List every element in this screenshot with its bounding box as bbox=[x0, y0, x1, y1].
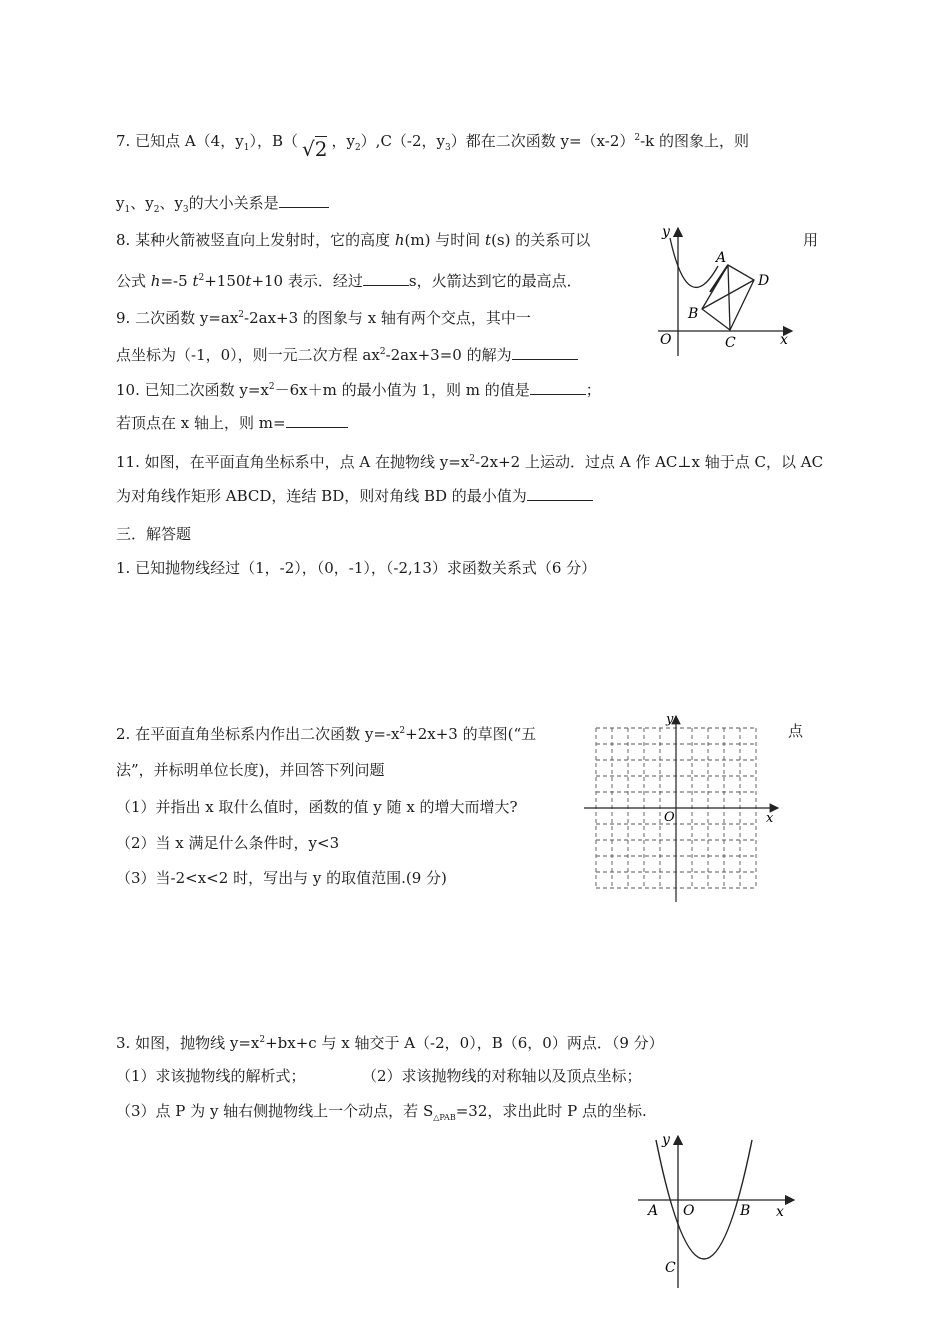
p2-line1 bbox=[116, 721, 536, 744]
q7-text-e: ）都在二次函数 y=（x-2） bbox=[450, 132, 635, 150]
p3-s3b: =32，求出此时 P 点的坐标. bbox=[455, 1102, 647, 1120]
q7-line2 bbox=[116, 193, 329, 220]
answer-blank[interactable] bbox=[527, 486, 593, 501]
q7-sep2: 、y bbox=[159, 194, 183, 212]
p3-sub1: （1）求该抛物线的解析式； bbox=[116, 1067, 306, 1085]
answer-blank[interactable] bbox=[279, 193, 329, 208]
label-c: C bbox=[725, 335, 736, 351]
section-title: 三．解答题 bbox=[116, 525, 192, 543]
label-y: y bbox=[666, 712, 674, 727]
p3-line1 bbox=[116, 1030, 664, 1053]
p2-dian: 点 bbox=[788, 722, 804, 740]
q7-text-f: -k 的图象上，则 bbox=[640, 132, 750, 150]
q8-l2d: +10 表示．经过 bbox=[251, 272, 363, 290]
label-x: x bbox=[780, 332, 788, 348]
p2-l1a: 2. 在平面直角坐标系内作出二次函数 y=-x bbox=[116, 725, 400, 743]
q11-line2 bbox=[116, 486, 593, 506]
label-o: O bbox=[664, 810, 675, 825]
q7-sup-e: 2 bbox=[634, 133, 641, 143]
q8-h2: h bbox=[150, 272, 161, 290]
q8-line2 bbox=[116, 268, 582, 291]
q9-line1 bbox=[116, 305, 531, 328]
q10-line1 bbox=[116, 377, 601, 400]
q11-sup: 2 bbox=[469, 454, 475, 464]
q11-l1b: -2x+2 上运动．过点 A 作 AC⊥x 轴于点 C，以 AC bbox=[475, 453, 824, 471]
p3-sup: 2 bbox=[259, 1035, 266, 1045]
q10-line2 bbox=[116, 413, 348, 433]
label-x: x bbox=[776, 1204, 784, 1220]
q8-t: t bbox=[485, 231, 492, 249]
p2-l1b: +2x+3 的草图(“五 bbox=[405, 725, 537, 743]
answer-blank[interactable] bbox=[512, 345, 578, 360]
q8-l2a: 公式 bbox=[116, 272, 147, 290]
figure-parabola-rectangle bbox=[650, 222, 800, 362]
p3-s3sub: △PAB bbox=[433, 1113, 456, 1122]
label-o: O bbox=[660, 332, 672, 348]
figure-grid-plane bbox=[582, 712, 782, 908]
q8-s: (s) 的关系可以 bbox=[491, 231, 591, 249]
p3-sub3 bbox=[116, 1101, 647, 1128]
parabola-curve bbox=[670, 238, 718, 287]
q9-line2 bbox=[116, 342, 578, 365]
q11-line1 bbox=[116, 449, 823, 472]
q8-line1 bbox=[116, 230, 590, 250]
answer-blank[interactable] bbox=[286, 413, 348, 428]
q8-l2c: +150 bbox=[204, 272, 246, 290]
q8-t3: t bbox=[245, 272, 252, 290]
q8-sup: 2 bbox=[198, 273, 205, 283]
q7-sub-d: 3 bbox=[445, 143, 451, 153]
sqrt-number: 2 bbox=[314, 137, 328, 161]
p2-sup: 2 bbox=[399, 726, 406, 736]
q9-l2a: 点坐标为（-1，0），则一元二次方程 ax bbox=[116, 346, 380, 364]
p2-sub2: （2）当 x 满足什么条件时，y<3 bbox=[116, 834, 340, 852]
q8-text: 8. 某种火箭被竖直向上发射时，它的高度 bbox=[116, 231, 391, 249]
curve-to-a bbox=[710, 265, 728, 292]
p3-sub2: （2）求该抛物线的对称轴以及顶点坐标； bbox=[362, 1067, 642, 1085]
q9-sup: 2 bbox=[238, 310, 245, 320]
p2-sub3: （3）当-2<x<2 时，写出与 y 的取值范围.(9 分) bbox=[116, 869, 447, 887]
label-d: D bbox=[758, 273, 770, 289]
q7-text-c: ，y bbox=[331, 132, 355, 150]
q7-sub3: 3 bbox=[182, 205, 189, 215]
q7-sub2: 2 bbox=[153, 205, 160, 215]
diagonal-ac bbox=[728, 265, 730, 330]
q7-text-a: 7. 已知点 A（4，y bbox=[116, 132, 244, 150]
p2-sub1: （1）并指出 x 取什么值时，函数的值 y 随 x 的增大而增大? bbox=[116, 798, 518, 816]
sqrt-radical: √2 bbox=[301, 137, 328, 161]
p3-s3a: （3）点 P 为 y 轴右侧抛物线上一个动点，若 S bbox=[116, 1102, 434, 1120]
q10-l2: 若顶点在 x 轴上，则 m= bbox=[116, 414, 286, 432]
q11-l2: 为对角线作矩形 ABCD，连结 BD，则对角线 BD 的最小值为 bbox=[116, 487, 527, 505]
label-b: B bbox=[740, 1203, 751, 1219]
answer-blank[interactable] bbox=[530, 380, 586, 395]
q8-t2: t bbox=[192, 272, 199, 290]
q7-sub1: 1 bbox=[124, 205, 131, 215]
p2-line2: 法”，并标明单位长度)，并回答下列问题 bbox=[116, 761, 385, 779]
q8-l2b: =-5 bbox=[160, 272, 188, 290]
label-y: y bbox=[662, 1132, 670, 1148]
q8-l2e: s，火箭达到它的最高点． bbox=[408, 272, 582, 290]
q7-sub-c: 2 bbox=[354, 143, 361, 153]
q7-line1 bbox=[116, 128, 750, 161]
label-c: C bbox=[665, 1260, 676, 1276]
figure-parabola-ab bbox=[636, 1132, 796, 1292]
label-o: O bbox=[683, 1203, 695, 1219]
q9-l1b: -2ax+3 的图象与 x 轴有两个交点，其中一 bbox=[244, 309, 531, 327]
problem-1: 1. 已知抛物线经过（1，-2），（0，-1），（-2,13）求函数关系式（6 分） bbox=[116, 559, 597, 577]
q7-text-d: ）,C（-2，y bbox=[360, 132, 446, 150]
q11-l1a: 11. 如图，在平面直角坐标系中，点 A 在抛物线 y=x bbox=[116, 453, 470, 471]
label-y: y bbox=[662, 224, 670, 240]
q10-l1b: －6x＋m 的最小值为 1，则 m 的值是 bbox=[274, 381, 530, 399]
q9-sup2: 2 bbox=[379, 347, 386, 357]
answer-blank[interactable] bbox=[363, 271, 409, 286]
q7-sub-a: 1 bbox=[243, 143, 250, 153]
label-a: A bbox=[716, 250, 727, 266]
label-a: A bbox=[648, 1203, 659, 1219]
q9-l2b: -2ax+3=0 的解为 bbox=[385, 346, 512, 364]
p3-l1b: +bx+c 与 x 轴交于 A（-2，0），B（6，0）两点．（9 分） bbox=[265, 1034, 664, 1052]
q10-sup: 2 bbox=[268, 382, 275, 392]
q9-l1a: 9. 二次函数 y=ax bbox=[116, 309, 239, 327]
q10-l1c: ； bbox=[585, 381, 601, 399]
q7-y: y bbox=[116, 194, 125, 212]
q7-tail: 的大小关系是 bbox=[188, 194, 279, 212]
q8-m: (m) 与时间 bbox=[404, 231, 481, 249]
label-b: B bbox=[688, 306, 699, 322]
q8-h: h bbox=[394, 231, 405, 249]
q10-l1a: 10. 已知二次函数 y=x bbox=[116, 381, 269, 399]
q7-sep1: 、y bbox=[130, 194, 154, 212]
q8-yong: 用 bbox=[803, 231, 819, 249]
p3-l1a: 3. 如图，抛物线 y=x bbox=[116, 1034, 260, 1052]
q7-text-b: ），B（ bbox=[249, 132, 298, 150]
label-x: x bbox=[766, 811, 774, 826]
